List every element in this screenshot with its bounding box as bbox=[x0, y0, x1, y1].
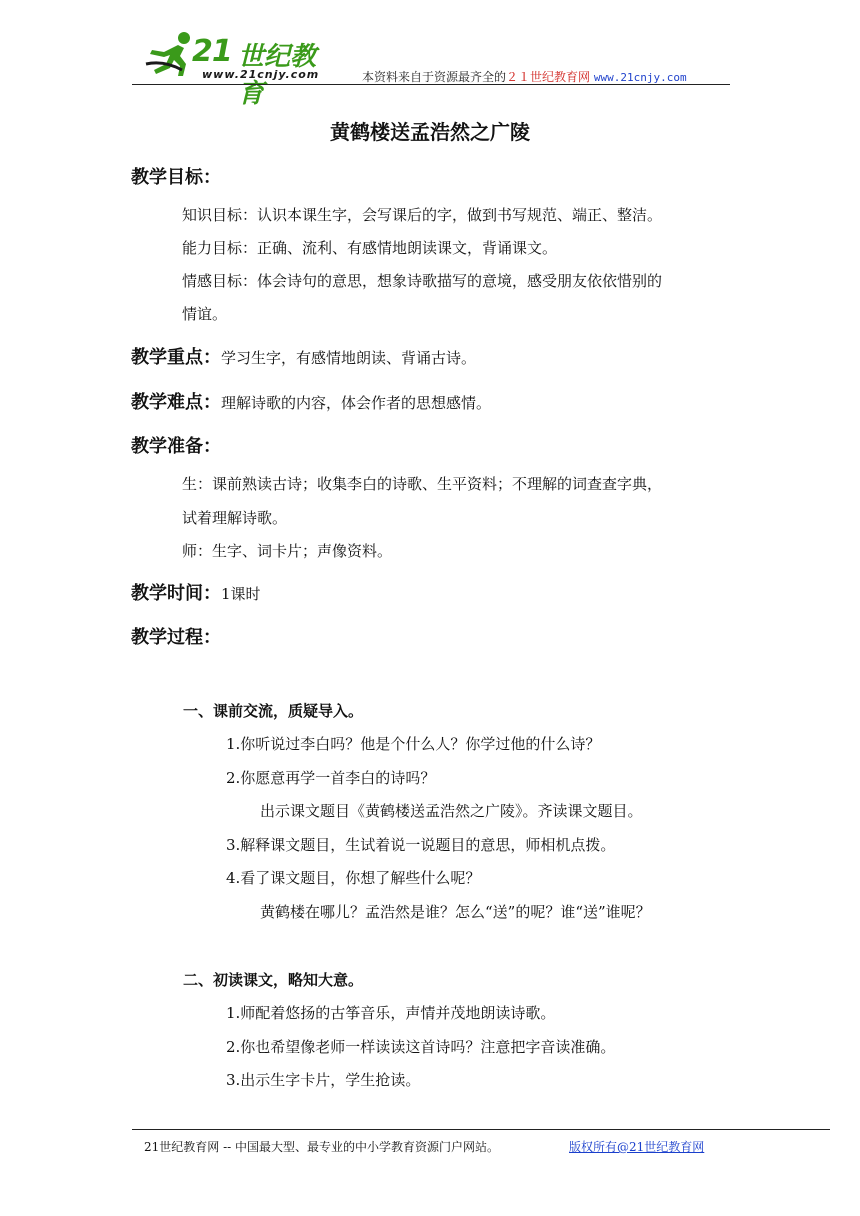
difficulties bbox=[131, 388, 491, 414]
key-points-text: 学习生字，有感情地朗读、背诵古诗。 bbox=[221, 349, 477, 367]
document-title: 黄鹤楼送孟浩然之广陵 bbox=[330, 120, 530, 144]
teaching-time-text: 1课时 bbox=[221, 585, 261, 603]
key-points-label: 教学重点： bbox=[131, 347, 221, 368]
header-brand-link[interactable]: ２１世纪教育网 bbox=[506, 70, 591, 84]
list-item: 1.师配着悠扬的古筝音乐，声情并茂地朗读诗歌。 bbox=[226, 1004, 556, 1022]
header-divider bbox=[132, 84, 730, 85]
prep-teacher: 师：生字、词卡片；声像资料。 bbox=[182, 542, 393, 560]
header-url-link[interactable]: www.21cnjy.com bbox=[593, 71, 687, 84]
key-points bbox=[131, 343, 476, 369]
preparation-heading: 教学准备： bbox=[131, 436, 221, 457]
logo-text: 世纪教育 bbox=[238, 42, 317, 109]
list-item: 4.看了课文题目，你想了解些什么呢？ bbox=[226, 869, 481, 887]
objective-knowledge: 知识目标：认识本课生字，会写课后的字，做到书写规范、端正、整洁。 bbox=[182, 206, 663, 224]
teaching-time-label: 教学时间： bbox=[131, 583, 221, 604]
list-item: 2.你也希望像老师一样读读这首诗吗？注意把字音读准确。 bbox=[226, 1038, 616, 1056]
teaching-time bbox=[131, 579, 261, 605]
header-note-prefix: 本资料来自于资源最齐全的 bbox=[362, 70, 507, 84]
section2-title: 二、初读课文，略知大意。 bbox=[183, 971, 364, 989]
site-logo[interactable] bbox=[138, 30, 338, 109]
objective-ability: 能力目标：正确、流利、有感情地朗读课文，背诵课文。 bbox=[182, 239, 558, 257]
logo-url: www.21cnjy.com bbox=[202, 68, 320, 81]
process-heading: 教学过程： bbox=[131, 627, 221, 648]
header-note bbox=[362, 68, 687, 85]
objective-emotion-line2: 情谊。 bbox=[182, 305, 228, 323]
prep-student-line1: 生：课前熟读古诗；收集李白的诗歌、生平资料；不理解的词查查字典， bbox=[182, 475, 663, 493]
list-item: 黄鹤楼在哪儿？孟浩然是谁？怎么“送”的呢？谁“送”谁呢？ bbox=[260, 903, 651, 921]
list-item: 3.出示生字卡片，学生抢读。 bbox=[226, 1071, 421, 1089]
page-header bbox=[0, 0, 860, 109]
difficulties-label: 教学难点： bbox=[131, 392, 221, 413]
list-item: 3.解释课文题目，生试着说一说题目的意思，师相机点拨。 bbox=[226, 836, 616, 854]
section1-title: 一、课前交流，质疑导入。 bbox=[183, 702, 364, 720]
logo-number: 21 bbox=[192, 34, 232, 69]
difficulties-text: 理解诗歌的内容，体会作者的思想感情。 bbox=[221, 394, 492, 412]
list-item: 2.你愿意再学一首李白的诗吗？ bbox=[226, 769, 436, 787]
footer-copyright-link[interactable]: 版权所有@21世纪教育网 bbox=[569, 1140, 705, 1154]
objective-emotion-line1: 情感目标：体会诗句的意思，想象诗歌描写的意境，感受朋友依依惜别的 bbox=[182, 272, 663, 290]
prep-student-line2: 试着理解诗歌。 bbox=[182, 509, 288, 527]
list-item: 出示课文题目《黄鹤楼送孟浩然之广陵》。齐读课文题目。 bbox=[260, 802, 643, 820]
footer-text: 21世纪教育网 -- 中国最大型、最专业的中小学教育资源门户网站。 bbox=[144, 1140, 500, 1154]
objectives-heading: 教学目标： bbox=[131, 167, 221, 188]
list-item: 1.你听说过李白吗？他是个什么人？你学过他的什么诗？ bbox=[226, 735, 601, 753]
footer-divider bbox=[132, 1129, 830, 1130]
